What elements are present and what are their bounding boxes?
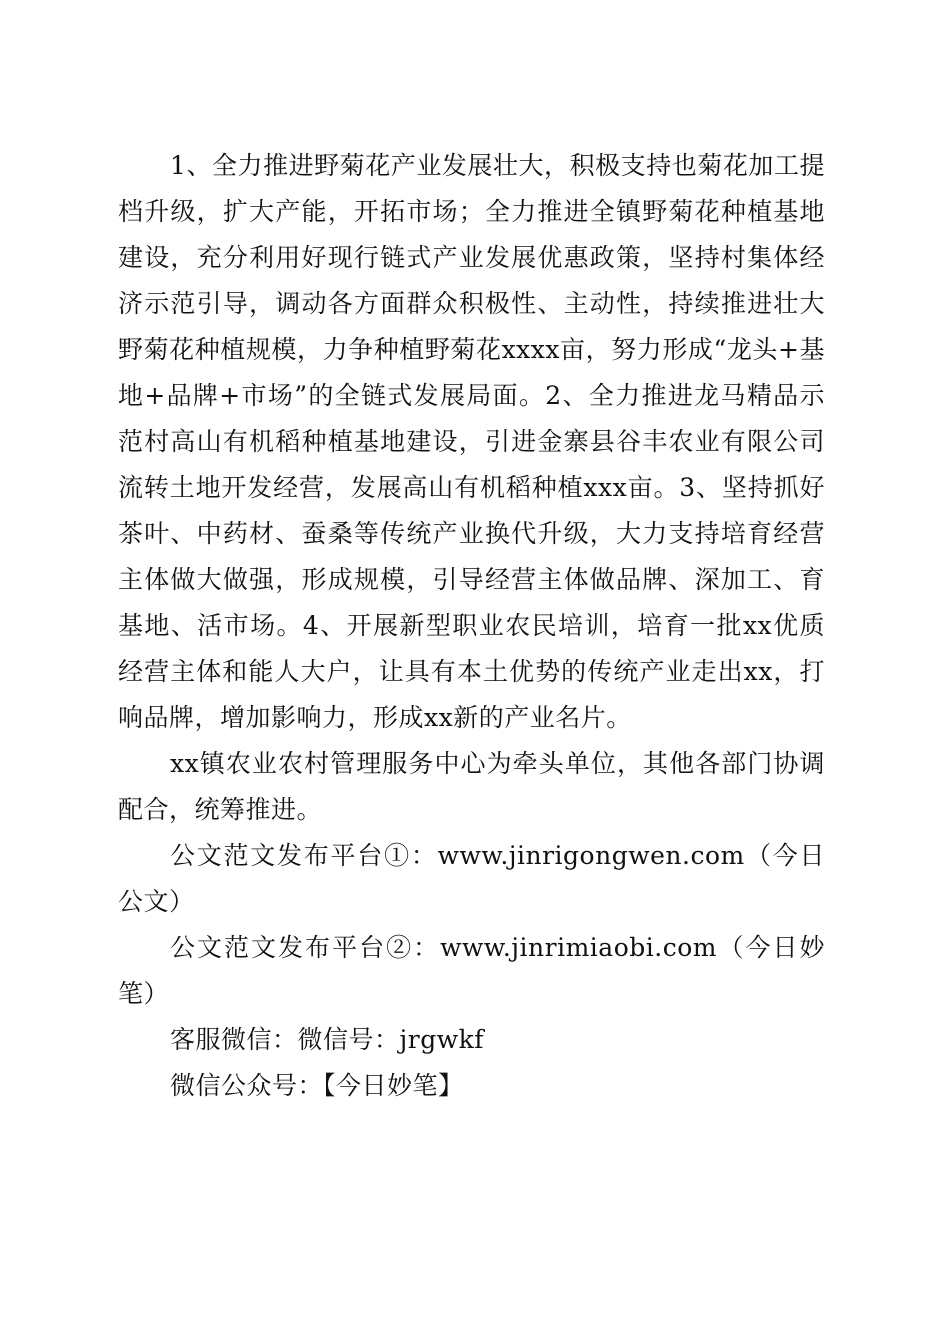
document-page [118, 143, 825, 1109]
paragraph-official-account: 微信公众号：【今日妙笔】 [170, 1071, 464, 1100]
paragraph-platform-2: 公文范文发布平台②：www.jinrimiaobi.com（今日妙笔） [118, 933, 825, 1008]
paragraph-industry-measures: 1、全力推进野菊花产业发展壮大，积极支持也菊花加工提档升级，扩大产能，开拓市场；全力推进全镇野菊花种植基地建设，充分利用好现行链式产业发展优惠政策，坚持村集体经济示范引导，调动各方面群众积极性、主动性，持续推进壮大野菊花种植规模，力争种植野菊花xxxx亩，努力形成“龙头+基地+品牌+市场”的全链式发展局面。2、全力推进龙马精品示范村高山有机稻种植基地建设，引进金寨县谷丰农业有限公司流转土地开发经营，发展高山有机稻种植xxx亩。3、坚持抓好茶叶、中药材、蚕桑等传统产业换代升级，大力支持培育经营主体做大做强，形成规模，引导经营主体做品牌、深加工、育基地、活市场。4、开展新型职业农民培训，培育一批xx优质经营主体和能人大户，让具有本土优势的传统产业走出xx，打响品牌，增加影响力，形成xx新的产业名片。 [118, 151, 825, 732]
paragraph-lead-unit: xx镇农业农村管理服务中心为牵头单位，其他各部门协调配合，统筹推进。 [118, 749, 825, 824]
paragraph-service-wechat: 客服微信：微信号：jrgwkf [170, 1025, 485, 1054]
paragraph-platform-1: 公文范文发布平台①：www.jinrigongwen.com（今日公文） [118, 841, 825, 916]
